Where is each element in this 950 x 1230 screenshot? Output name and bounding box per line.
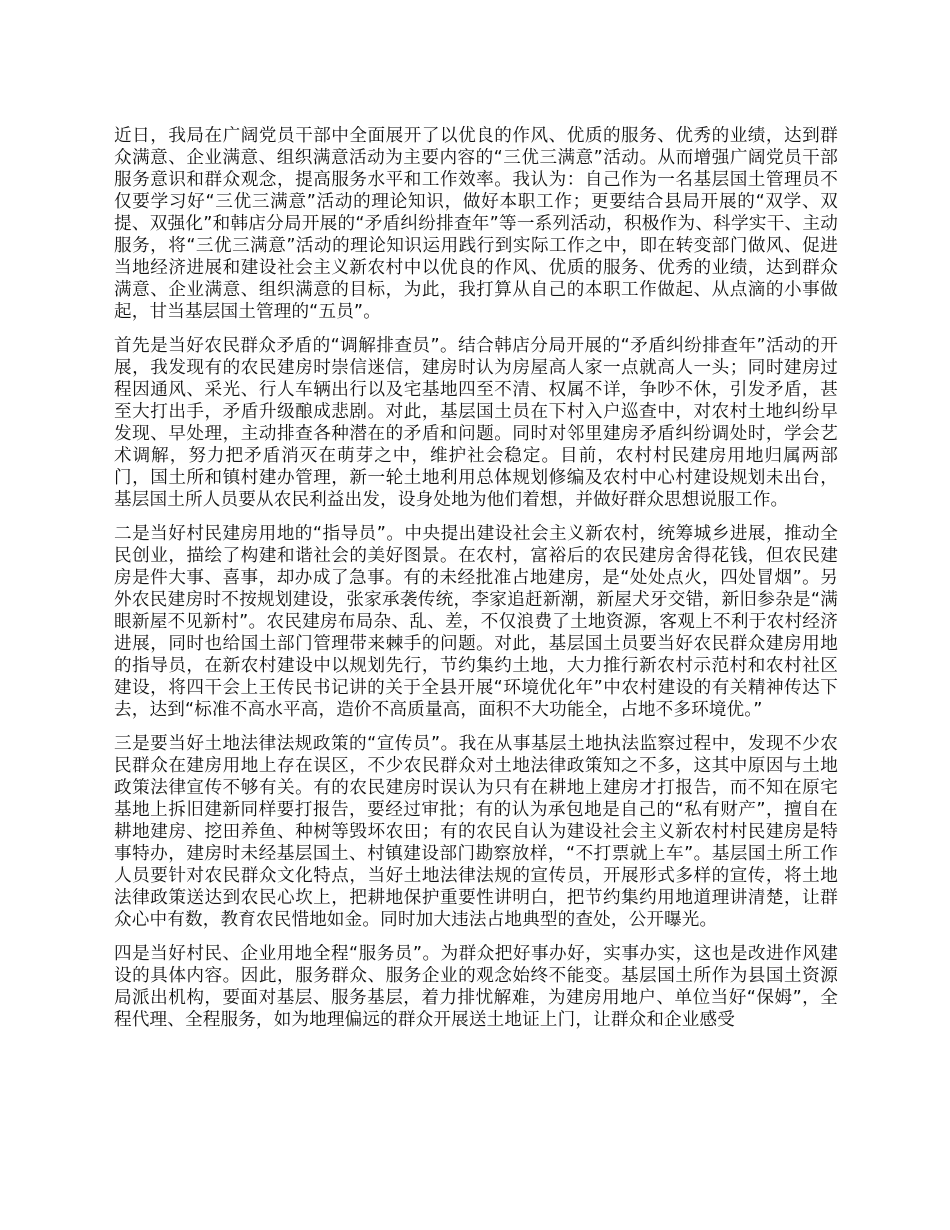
paragraph-intro: 近日，我局在广阔党员干部中全面展开了以优良的作风、优质的服务、优秀的业绩，达到群众满意、企业满意、组织满意活动为主要内容的“三优三满意”活动。从而增强广阔党员干部服务意识和群众观念，提高服务水平和工作效率。我认为：自己作为一名基层国土管理员不仅要学习好“三优三满意”活动的理论知识，做好本职工作；更要结合县局开展的“双学、双提、双强化”和韩店分局开展的“矛盾纠纷排查年”等一系列活动，积极作为、科学实干、主动服务，将“三优三满意”活动的理论知识运用践行到实际工作之中，即在转变部门做风、促进当地经济进展和建设社会主义新农村中以优良的作风、优质的服务、优秀的业绩，达到群众满意、企业满意、组织满意的目标，为此，我打算从自己的本职工作做起、从点滴的小事做起，甘当基层国土管理的“五员”。	[114, 126, 838, 322]
paragraph-service: 四是当好村民、企业用地全程“服务员”。为群众把好事办好，实事办实，这也是改进作风建设的具体内容。因此，服务群众、服务企业的观念始终不能变。基层国土所作为县国土资源局派出机构，要面对基层、服务基层，着力排忧解难，为建房用地户、单位当好“保姆”，全程代理、全程服务，如为地理偏远的群众开展送土地证上门，让群众和企业感受	[114, 944, 838, 1030]
paragraph-guide: 二是当好村民建房用地的“指导员”。中央提出建设社会主义新农村，统筹城乡进展，推动全民创业，描绘了构建和谐社会的美好图景。在农村，富裕后的农民建房舍得花钱，但农民建房是件大事、喜事，却办成了急事。有的未经批准占地建房，是“处处点火，四处冒烟”。另外农民建房时不按规划建设，张家承袭传统，李家追赶新潮，新屋犬牙交错，新旧参杂是“满眼新屋不见新村”。农民建房布局杂、乱、差，不仅浪费了土地资源，客观上不利于农村经济进展，同时也给国土部门管理带来棘手的问题。对此，基层国土员要当好农民群众建房用地的指导员，在新农村建设中以规划先行，节约集约土地，大力推行新农村示范村和农村社区建设，将四干会上王传民书记讲的关于全县开展“环境优化年”中农村建设的有关精神传达下去，达到“标准不高水平高，造价不高质量高，面积不大功能全，占地不多环境优。”	[114, 524, 838, 720]
document-body	[114, 125, 838, 1043]
paragraph-publicist: 三是要当好土地法律法规政策的“宣传员”。我在从事基层土地执法监察过程中，发现不少农民群众在建房用地上存在误区，不少农民群众对土地法律政策知之不多，这其中原因与土地政策法律宣传不够有关。有的农民建房时误认为只有在耕地上建房才打报告，而不知在原宅基地上拆旧建新同样要打报告，要经过审批；有的认为承包地是自己的“私有财产”，擅自在耕地建房、挖田养鱼、种树等毁坏农田；有的农民自认为建设社会主义新农村村民建房是特事特办，建房时未经基层国土、村镇建设部门勘察放样，“不打票就上车”。基层国土所工作人员要针对农民群众文化特点，当好土地法律法规的宣传员，开展形式多样的宣传，将土地法律政策送达到农民心坎上，把耕地保护重要性讲明白，把节约集约用地道理讲清楚，让群众心中有数，教育农民惜地如金。同时加大违法占地典型的查处，公开曝光。	[114, 734, 838, 930]
paragraph-mediator: 首先是当好农民群众矛盾的“调解排查员”。结合韩店分局开展的“矛盾纠纷排查年”活动的开展，我发现有的农民建房时崇信迷信，建房时认为房屋高人家一点就高人一头；同时建房过程因通风、采光、行人车辆出行以及宅基地四至不清、权属不详，争吵不休，引发矛盾，甚至大打出手，矛盾升级酿成悲剧。对此，基层国土员在下村入户巡查中，对农村土地纠纷早发现、早处理，主动排查各种潜在的矛盾和问题。同时对邻里建房矛盾纠纷调处时，学会艺术调解，努力把矛盾消灭在萌芽之中，维护社会稳定。目前，农村村民建房用地归属两部门，国土所和镇村建办管理，新一轮土地利用总体规划修编及农村中心村建设规划未出台，基层国土所人员要从农民利益出发，设身处地为他们着想，并做好群众思想说服工作。	[114, 336, 838, 510]
